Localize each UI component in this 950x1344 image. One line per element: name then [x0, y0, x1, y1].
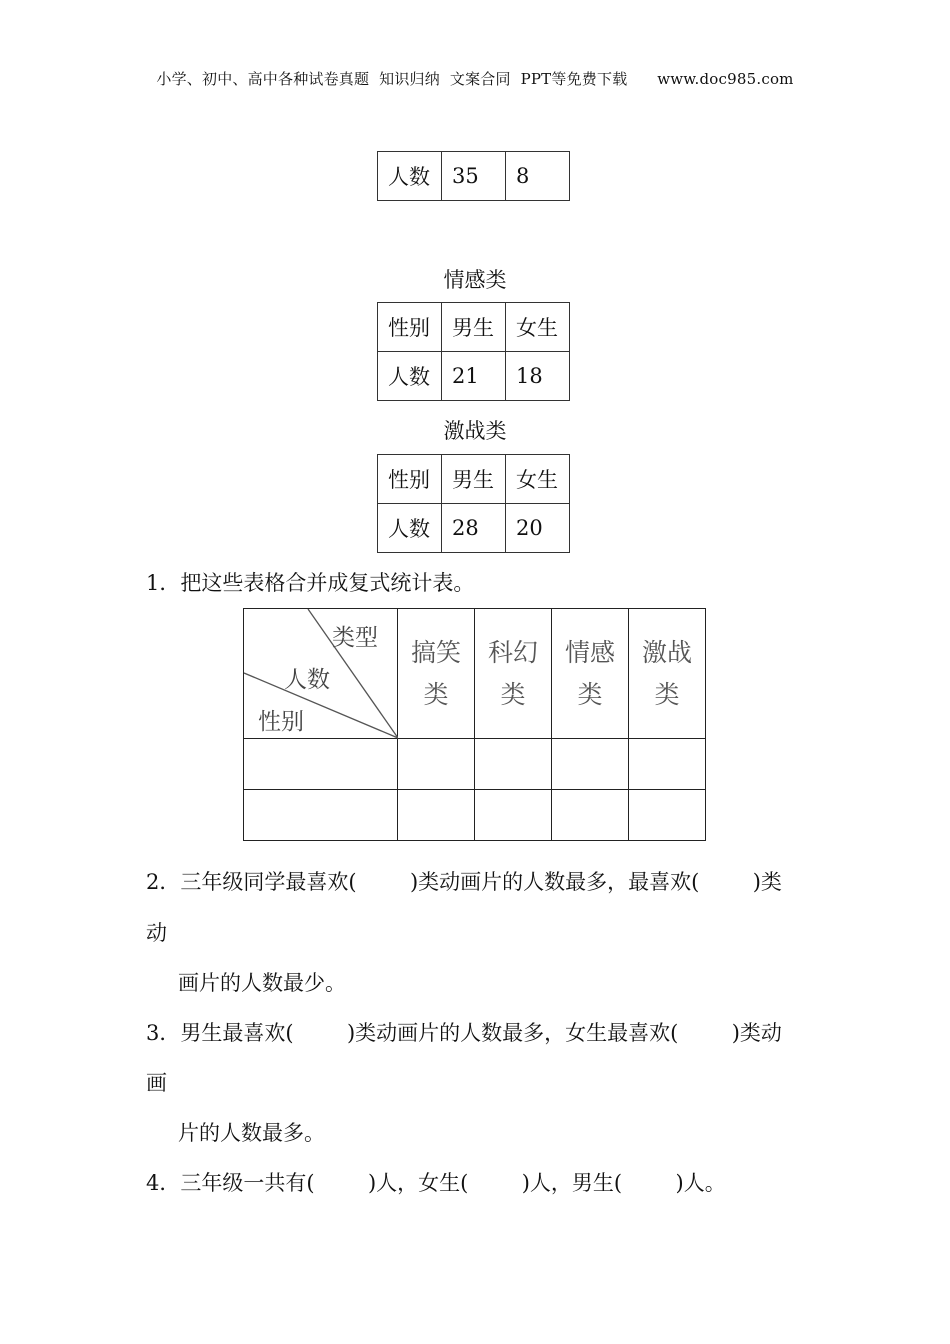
blank-cell[interactable]: [552, 790, 629, 841]
question-2-line-2: 动: [146, 921, 167, 945]
table-row: [244, 790, 706, 841]
diagonal-header-cell: [244, 609, 398, 739]
table-row: [378, 152, 570, 201]
table-header-row: [244, 609, 706, 739]
blank-cell[interactable]: [398, 739, 475, 790]
question-1: 1．把这些表格合并成复式统计表。: [146, 571, 475, 595]
table-cell: 性别: [378, 455, 442, 504]
table-cell: 女生: [506, 303, 570, 352]
blank-cell[interactable]: [629, 790, 706, 841]
table-top: [377, 151, 570, 201]
table-cell: 20: [506, 504, 570, 553]
page-header: 小学、初中、高中各种试卷真题 知识归纳 文案合同 PPT等免费下载 www.doc985.com: [156, 70, 794, 88]
column-header-scifi: 科幻 类: [475, 609, 552, 739]
corner-label-type: 类型: [332, 625, 378, 651]
table-cell: 男生: [442, 303, 506, 352]
question-2-line-1: 2．三年级同学最喜欢( )类动画片的人数最多，最喜欢( )类: [146, 870, 782, 894]
table-cell: 8: [506, 152, 570, 201]
blank-cell[interactable]: [552, 739, 629, 790]
column-header-comedy: 搞笑 类: [398, 609, 475, 739]
table-cell: 性别: [378, 303, 442, 352]
table-cell: 18: [506, 352, 570, 401]
table-cell: 人数: [378, 504, 442, 553]
blank-cell[interactable]: [244, 739, 398, 790]
table-row: [378, 303, 570, 352]
blank-cell[interactable]: [475, 739, 552, 790]
question-3-line-3: 片的人数最多。: [178, 1121, 325, 1145]
table-row: [378, 455, 570, 504]
table-cell: 人数: [378, 152, 442, 201]
blank-cell[interactable]: [475, 790, 552, 841]
corner-label-count: 人数: [284, 667, 330, 693]
question-4: 4．三年级一共有( )人，女生( )人，男生( )人。: [146, 1171, 726, 1195]
question-3-line-1: 3．男生最喜欢( )类动画片的人数最多，女生最喜欢( )类动: [146, 1021, 782, 1045]
table-cell: 35: [442, 152, 506, 201]
table-row: [378, 504, 570, 553]
column-header-emotion: 情感 类: [552, 609, 629, 739]
table-cell: 28: [442, 504, 506, 553]
table-battle: [377, 454, 570, 553]
combined-table: [243, 608, 706, 841]
table-row: [378, 352, 570, 401]
question-2-line-3: 画片的人数最少。: [178, 971, 346, 995]
table-cell: 女生: [506, 455, 570, 504]
table-emotion-title: 情感类: [443, 268, 507, 292]
table-emotion: [377, 302, 570, 401]
column-header-battle: 激战 类: [629, 609, 706, 739]
corner-label-gender: 性别: [258, 709, 304, 735]
table-battle-title: 激战类: [443, 419, 507, 443]
table-cell: 21: [442, 352, 506, 401]
blank-cell[interactable]: [629, 739, 706, 790]
question-3-line-2: 画: [146, 1071, 167, 1095]
blank-cell[interactable]: [244, 790, 398, 841]
table-cell: 人数: [378, 352, 442, 401]
table-cell: 男生: [442, 455, 506, 504]
blank-cell[interactable]: [398, 790, 475, 841]
table-row: [244, 739, 706, 790]
